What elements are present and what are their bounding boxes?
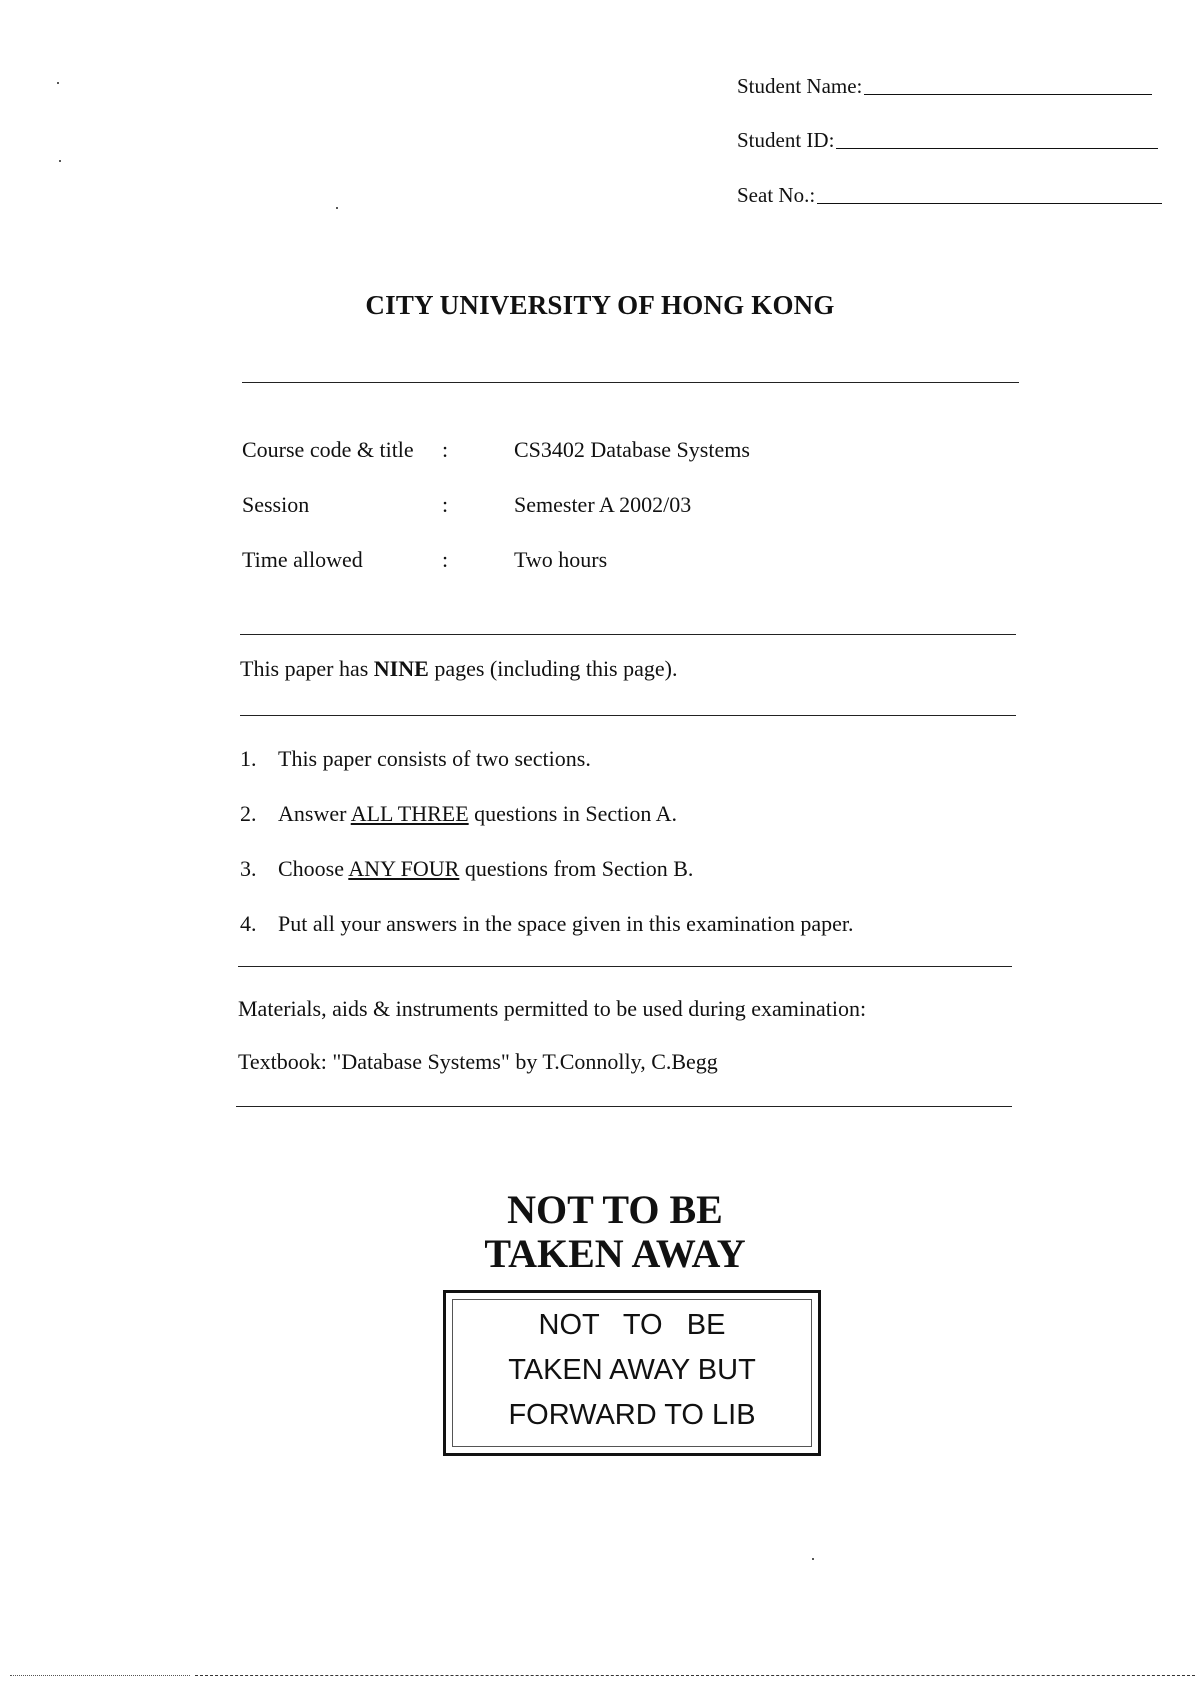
not-taken-away-line1: NOT TO BE bbox=[507, 1187, 723, 1232]
instruction-text: questions from Section B. bbox=[459, 856, 694, 881]
student-id-field[interactable] bbox=[737, 128, 1158, 153]
divider bbox=[240, 715, 1016, 716]
student-name-line bbox=[864, 94, 1152, 95]
session-row bbox=[242, 492, 691, 518]
instruction-text: Choose bbox=[278, 856, 349, 881]
university-title: CITY UNIVERSITY OF HONG KONG bbox=[365, 290, 835, 320]
stamp-line3: FORWARD TO LIB bbox=[508, 1399, 756, 1431]
instruction-number: 1. bbox=[240, 746, 257, 771]
divider bbox=[236, 1106, 1012, 1107]
session-value: Semester A 2002/03 bbox=[514, 492, 692, 517]
seat-no-label: Seat No.: bbox=[737, 183, 816, 207]
stamp-line2: TAKEN AWAY BUT bbox=[508, 1354, 756, 1386]
instruction-text: Answer bbox=[278, 801, 351, 826]
instruction-emphasis: ANY FOUR bbox=[348, 856, 460, 881]
divider bbox=[242, 382, 1019, 383]
page-count-suffix: pages (including this page). bbox=[428, 656, 678, 681]
instruction-text: questions in Section A. bbox=[468, 801, 678, 826]
student-name-field[interactable] bbox=[737, 74, 1152, 99]
course-code-value: CS3402 Database Systems bbox=[514, 437, 750, 462]
instruction-item bbox=[240, 801, 677, 827]
course-code-label: Course code & title bbox=[242, 437, 414, 462]
instruction-number: 2. bbox=[240, 801, 257, 826]
materials-heading: Materials, aids & instruments permitted to be used during examination: bbox=[238, 996, 867, 1021]
time-allowed-colon: : bbox=[442, 547, 449, 572]
instruction-item bbox=[240, 746, 591, 772]
instruction-item bbox=[240, 911, 854, 937]
course-code-row bbox=[242, 437, 750, 463]
not-taken-away-line2: TAKEN AWAY bbox=[484, 1231, 746, 1276]
instruction-emphasis: ALL THREE bbox=[350, 801, 469, 826]
page-count: NINE bbox=[373, 656, 429, 681]
seat-no-field[interactable] bbox=[737, 183, 1162, 208]
instruction-number: 3. bbox=[240, 856, 257, 881]
session-colon: : bbox=[442, 492, 449, 517]
stamp-line1: NOT TO BE bbox=[538, 1309, 726, 1341]
time-allowed-value: Two hours bbox=[514, 547, 608, 572]
instruction-text: Put all your answers in the space given in this examination paper. bbox=[278, 911, 854, 936]
scan-speck bbox=[336, 207, 338, 209]
scan-speck bbox=[812, 1558, 814, 1560]
scan-speck bbox=[59, 160, 61, 162]
scan-bottom-edge bbox=[195, 1675, 1195, 1676]
divider bbox=[238, 966, 1012, 967]
not-taken-away-heading bbox=[0, 1188, 1200, 1276]
instruction-text: This paper consists of two sections. bbox=[278, 746, 591, 771]
scan-speck bbox=[57, 82, 59, 84]
instruction-number: 4. bbox=[240, 911, 257, 936]
course-code-colon: : bbox=[442, 437, 449, 462]
stamp-inner-border bbox=[452, 1299, 812, 1447]
time-allowed-label: Time allowed bbox=[242, 547, 363, 572]
session-label: Session bbox=[242, 492, 310, 517]
page-count-prefix: This paper has bbox=[240, 656, 374, 681]
student-id-line bbox=[836, 148, 1158, 149]
library-stamp bbox=[443, 1290, 821, 1456]
seat-no-line bbox=[817, 203, 1162, 204]
page-count-statement bbox=[240, 656, 677, 682]
student-id-label: Student ID: bbox=[737, 128, 835, 152]
time-allowed-row bbox=[242, 547, 607, 573]
divider bbox=[240, 634, 1016, 635]
scan-bottom-edge bbox=[10, 1675, 190, 1676]
instruction-item bbox=[240, 856, 693, 882]
student-name-label: Student Name: bbox=[737, 74, 863, 98]
materials-textbook: Textbook: "Database Systems" by T.Connolly, C.Begg bbox=[238, 1049, 718, 1074]
